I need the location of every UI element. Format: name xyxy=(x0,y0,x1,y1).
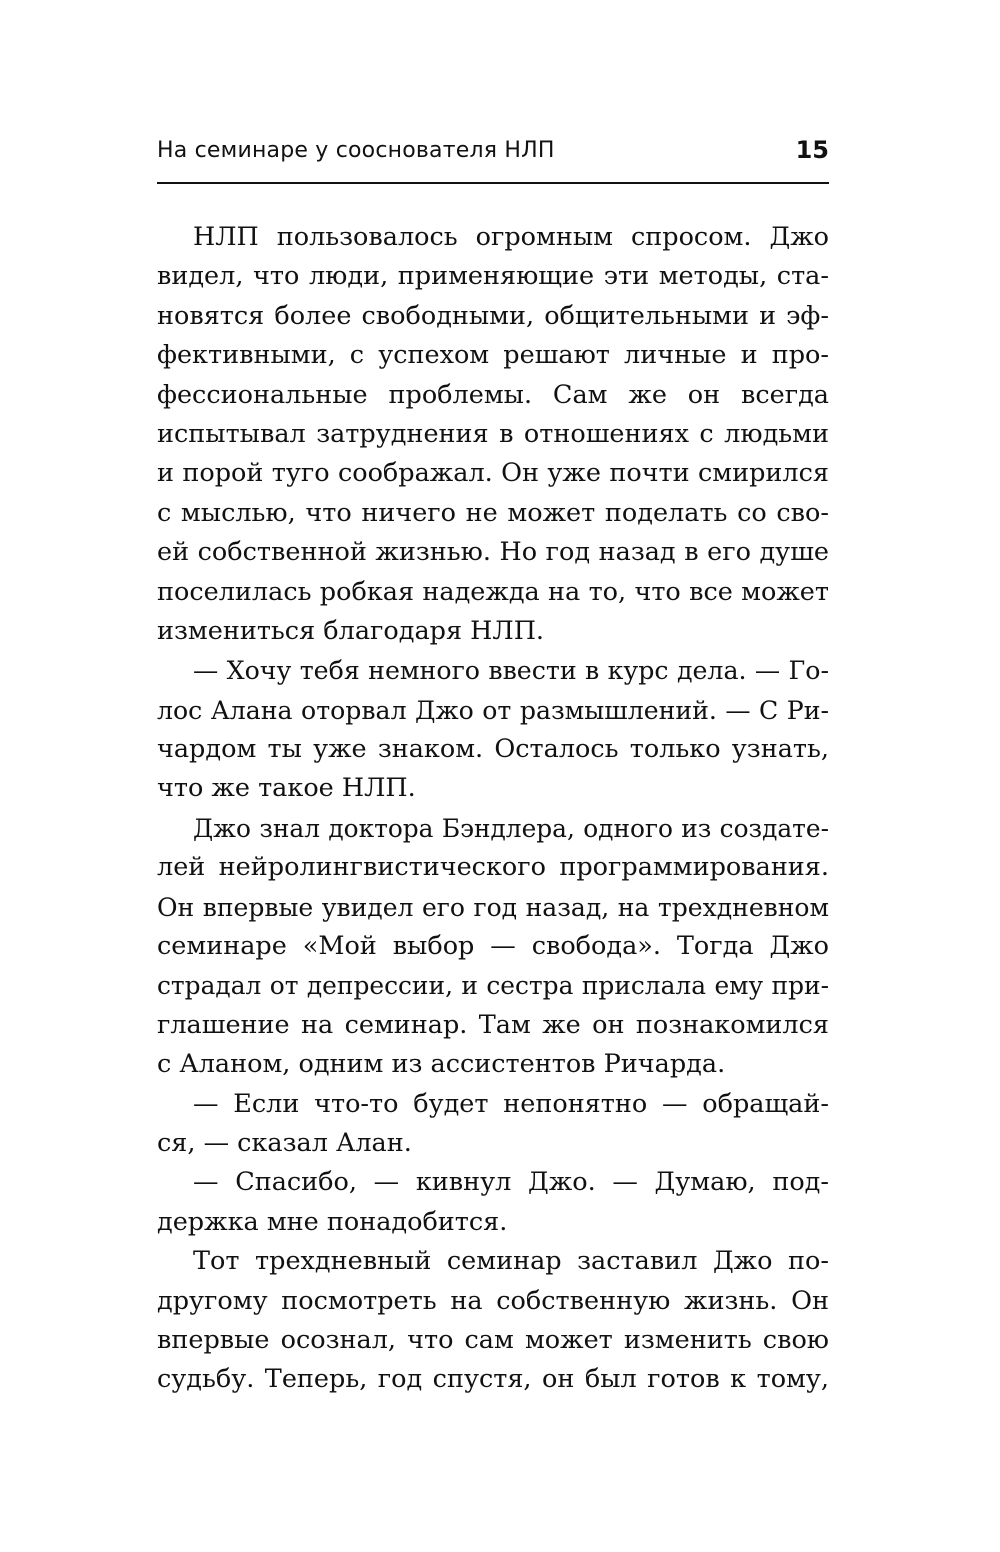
text-line: Джо знал доктора Бэндлера, одного из создате- xyxy=(193,813,829,843)
text-line: впервые осознал, что сам может изменить свою xyxy=(157,1324,829,1355)
text-line: — Спасибо, — кивнул Джо. — Думаю, под- xyxy=(193,1167,829,1198)
text-line: ся, — сказал Алан. xyxy=(157,1127,412,1158)
text-line: — Хочу тебя немного ввести в курс дела. — Го- xyxy=(193,656,829,686)
text-line: видел, что люди, применяющие эти методы, ста- xyxy=(157,261,829,292)
text-line: Тот трехдневный семинар заставил Джо по- xyxy=(193,1246,829,1277)
text-line: испытывал затруднения в отношениях с людьми xyxy=(157,418,829,449)
text-line: и порой туго соображал. Он уже почти смирился xyxy=(157,458,829,489)
text-line: страдал от депрессии, и сестра прислала ему при- xyxy=(157,971,829,1001)
text-line: — Если что-то будет непонятно — обращай- xyxy=(193,1088,829,1119)
body-text xyxy=(157,218,829,1400)
header-rule xyxy=(157,182,829,184)
text-line: другому посмотреть на собственную жизнь. Он xyxy=(157,1285,829,1316)
text-line: Он впервые увидел его год назад, на трехдневном xyxy=(157,892,829,922)
running-header xyxy=(157,134,829,170)
running-title: На семинаре у сооснователя НЛП xyxy=(157,138,555,163)
text-line: держка мне понадобится. xyxy=(157,1206,508,1237)
text-line: лей нейролингвистического программирования. xyxy=(157,852,829,883)
text-line: фессиональные проблемы. Сам же он всегда xyxy=(157,379,829,410)
text-line: новятся более свободными, общительными и эф- xyxy=(157,300,829,331)
text-line: семинаре «Мой выбор — свобода». Тогда Джо xyxy=(157,931,829,962)
text-line: с мыслью, что ничего не может поделать со сво- xyxy=(157,497,829,528)
page-number: 15 xyxy=(795,136,829,164)
text-line: что же такое НЛП. xyxy=(157,773,416,804)
text-line: ей собственной жизнью. Но год назад в его душе xyxy=(157,537,829,568)
text-line: чардом ты уже знаком. Осталось только узнать, xyxy=(157,734,829,765)
text-line: измениться благодаря НЛП. xyxy=(157,615,545,646)
text-line: поселилась робкая надежда на то, что все может xyxy=(157,576,829,607)
text-line: НЛП пользовалось огромным спросом. Джо xyxy=(193,222,829,252)
text-line: глашение на семинар. Там же он познакомился xyxy=(157,1009,829,1040)
text-line: лос Алана оторвал Джо от размышлений. — С Ри- xyxy=(157,695,829,725)
text-line: судьбу. Теперь, год спустя, он был готов к тому, xyxy=(157,1364,829,1395)
text-line: фективными, с успехом решают личные и про- xyxy=(157,340,829,371)
text-line: с Аланом, одним из ассистентов Ричарда. xyxy=(157,1049,726,1080)
